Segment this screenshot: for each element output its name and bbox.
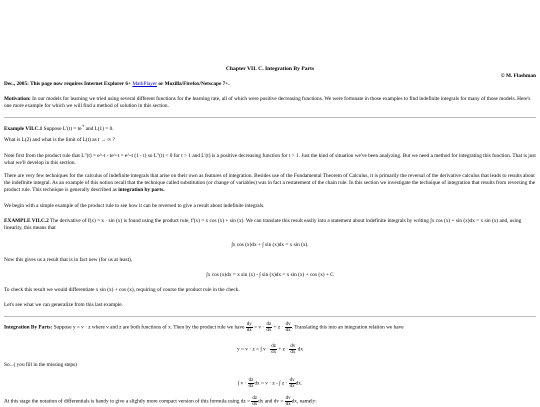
dz-dx-fraction: $\frac{dz}{dx}$ xyxy=(266,322,272,333)
differentials-text: At this stage the notation of differentials is handy to give a slightly more compact version of this formula using dz = $\frac{dz}{dx}$ dx and dv = $\frac{dv}{dx}$ dx, namely: xyxy=(4,396,317,407)
example-2 xyxy=(4,218,536,232)
integration-by-parts: Integration By Parts: Suppose y = v · z where v and z are both functions of x. Then by the product rule we have $\frac{dy}{dx}$ = v · $\frac{dz}{dx}$ + z · $\frac{dv}{dx}$ . Translating this into an integration relation we have xyxy=(4,322,404,333)
question-text: What is L(2) and what is the limit of L(t) as t → ∞ ? xyxy=(4,137,115,143)
example-2-text: The derivative of f(x) = x · sin (x) is found using the product rule, f'(x) = x cos (x) + sin (x). We can translate this result easily into a statement about indefinite integrals by writing ∫x cos (x) + sin (x)dx = x sin (x) and, using linearity, this means that xyxy=(4,218,522,232)
divider xyxy=(4,117,536,118)
equation-3: y = v · z = ∫ v · $\frac{dz}{dx}$ + z · $\frac{dv}{dx}$ dx xyxy=(237,344,303,355)
techniques-paragraph xyxy=(4,173,536,194)
browser-notice xyxy=(4,81,536,88)
begin-text: We begin with a simple example of the product rule to see how it can be reversed to give a result about indefinite integrals. xyxy=(4,203,265,209)
ibp-label: Integration By Parts: xyxy=(4,324,53,331)
motivation-text: In our models for learning we tried using several different functions for the learning rate, all of which were positive decreasing functions. We were fortunate in those examples to find indefinite integrals for many of those models. Here's one more example for which we will find a method of solution in this section. xyxy=(4,96,531,110)
example-1-label: Example VII.C.1 xyxy=(4,125,43,132)
equation-4: ∫ v · $\frac{dz}{dx}$ dx = v · z - ∫ z · $\frac{dv}{dx}$ dx. xyxy=(237,378,303,389)
techniques-text: There are very few techniques for the calculus of indefinite integrals that arise on their own as features of integration. Besides use of the Fundamental Theorem of Calculus, it is primarily the reversal of the derivative calculus that leads to results about the indefinite integral. As an example of this notion recall that the technique called substitution (or change of variables) was in fact a restatement of the chain rule. In this section we investigate the technique of integration that results from reversing the product rule. This technique is generally described as xyxy=(4,173,536,194)
author-line: © M. Flashman xyxy=(500,73,536,79)
ibp-text: Suppose y = v · z where v and z are both functions of x. Then by the product rule we have xyxy=(52,324,246,331)
equation-2: ∫x cos (x)dx = x sin (x) - ∫ sin (x)dx = x sin (x) + cos (x) + C xyxy=(206,272,334,278)
example-1-exponent: -t xyxy=(81,123,85,128)
motivation-label: Motivation: xyxy=(4,96,31,102)
notice-tail: or Mozilla/Firefox/Netscape 7+. xyxy=(157,81,230,87)
divider xyxy=(4,316,536,317)
fill-in-text: So...( you fill in the missing steps) xyxy=(4,362,77,368)
check-text: To check this result we would differentiate x sin (x) + cos (x), requiring of course the product rule in the check. xyxy=(4,287,240,293)
motivation-paragraph xyxy=(4,96,536,110)
example-1-text: Suppose L'(t) = te xyxy=(42,125,82,132)
note-paragraph: Note first from the product rule that L"(t) = e^-t - te^-t = e^-t (1 - t) so L"(t) < 0 for t > 1 and L'(t) is a positive decreasing function for t > 1. Just the kind of situation we've been analyzing. But we need a method for integrating this function. That is just what we'll develop in this section. xyxy=(4,153,536,167)
techniques-bold: integration by parts. xyxy=(118,187,165,194)
ibp-tail: . Translating this into an integration relation we have xyxy=(291,324,404,331)
dy-dx-fraction: $\frac{dy}{dx}$ xyxy=(246,322,252,333)
page-title: Chapter VII. C. Integration By Parts xyxy=(225,66,315,72)
now-gives-text: Now this gives us a result that is in fact new (for us at least), xyxy=(4,257,133,263)
generalize-text: Let's see what we can generalize from this last example. xyxy=(4,302,123,308)
mathplayer-link[interactable]: MathPlayer xyxy=(132,81,158,87)
example-1-tail: and L(1) = 0. xyxy=(84,125,114,132)
dv-dx-fraction: $\frac{dv}{dx}$ xyxy=(285,322,291,333)
equation-1: ∫x cos (x)dx + ∫ sin (x)dx = x sin (x). xyxy=(231,242,309,248)
notice-bold: Dec., 2005: This page now requires Internet Explorer 6+ xyxy=(4,81,132,87)
example-1 xyxy=(4,123,536,133)
example-2-label: EXAMPLE VII.C.2 xyxy=(4,218,49,224)
